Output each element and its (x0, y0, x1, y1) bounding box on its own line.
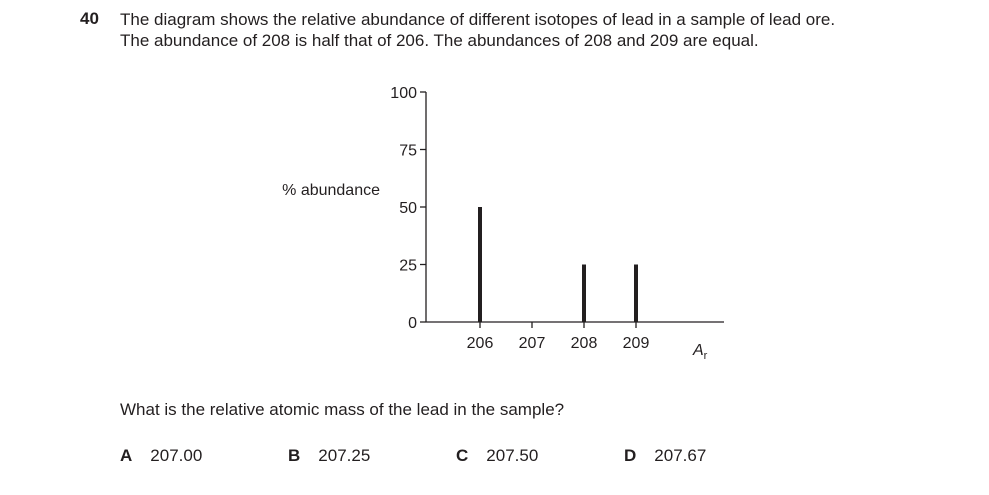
y-axis-label: % abundance (282, 182, 380, 199)
x-tick-label-206: 206 (466, 335, 494, 352)
option-c-value: 207.50 (486, 446, 539, 465)
x-tick-label-209: 209 (622, 335, 650, 352)
y-tick-label-50: 50 (399, 200, 417, 217)
stem-line-2: The abundance of 208 is half that of 206. The abundances of 208 and 209 are equal. (120, 31, 759, 50)
option-d-value: 207.67 (654, 446, 707, 465)
y-tick-label-75: 75 (399, 142, 417, 160)
option-a[interactable] (120, 446, 202, 466)
question-number: 40 (80, 9, 99, 28)
bar-209 (634, 265, 638, 323)
x-tick-label-207: 207 (518, 335, 546, 352)
x-axis-label-subscript: r (703, 350, 708, 362)
option-b-value: 207.25 (318, 446, 371, 465)
option-c[interactable] (456, 446, 538, 466)
option-b[interactable] (288, 446, 370, 466)
option-d[interactable] (624, 446, 706, 466)
option-d-letter: D (624, 446, 637, 465)
y-tick-label-0: 0 (408, 315, 417, 332)
y-tick-label-100: 100 (390, 85, 417, 102)
bar-208 (582, 265, 586, 323)
question-prompt: What is the relative atomic mass of the lead in the sample? (120, 400, 565, 419)
option-a-letter: A (120, 446, 133, 465)
stem-line-1: The diagram shows the relative abundance of different isotopes of lead in a sample of lead ore. (120, 10, 836, 29)
option-c-letter: C (456, 446, 469, 465)
x-axis-label: $A_r$ (693, 342, 708, 362)
option-b-letter: B (288, 446, 301, 465)
option-a-value: 207.00 (150, 446, 203, 465)
y-tick-label-25: 25 (399, 257, 417, 275)
bar-206 (478, 207, 482, 322)
x-tick-label-208: 208 (570, 335, 598, 352)
